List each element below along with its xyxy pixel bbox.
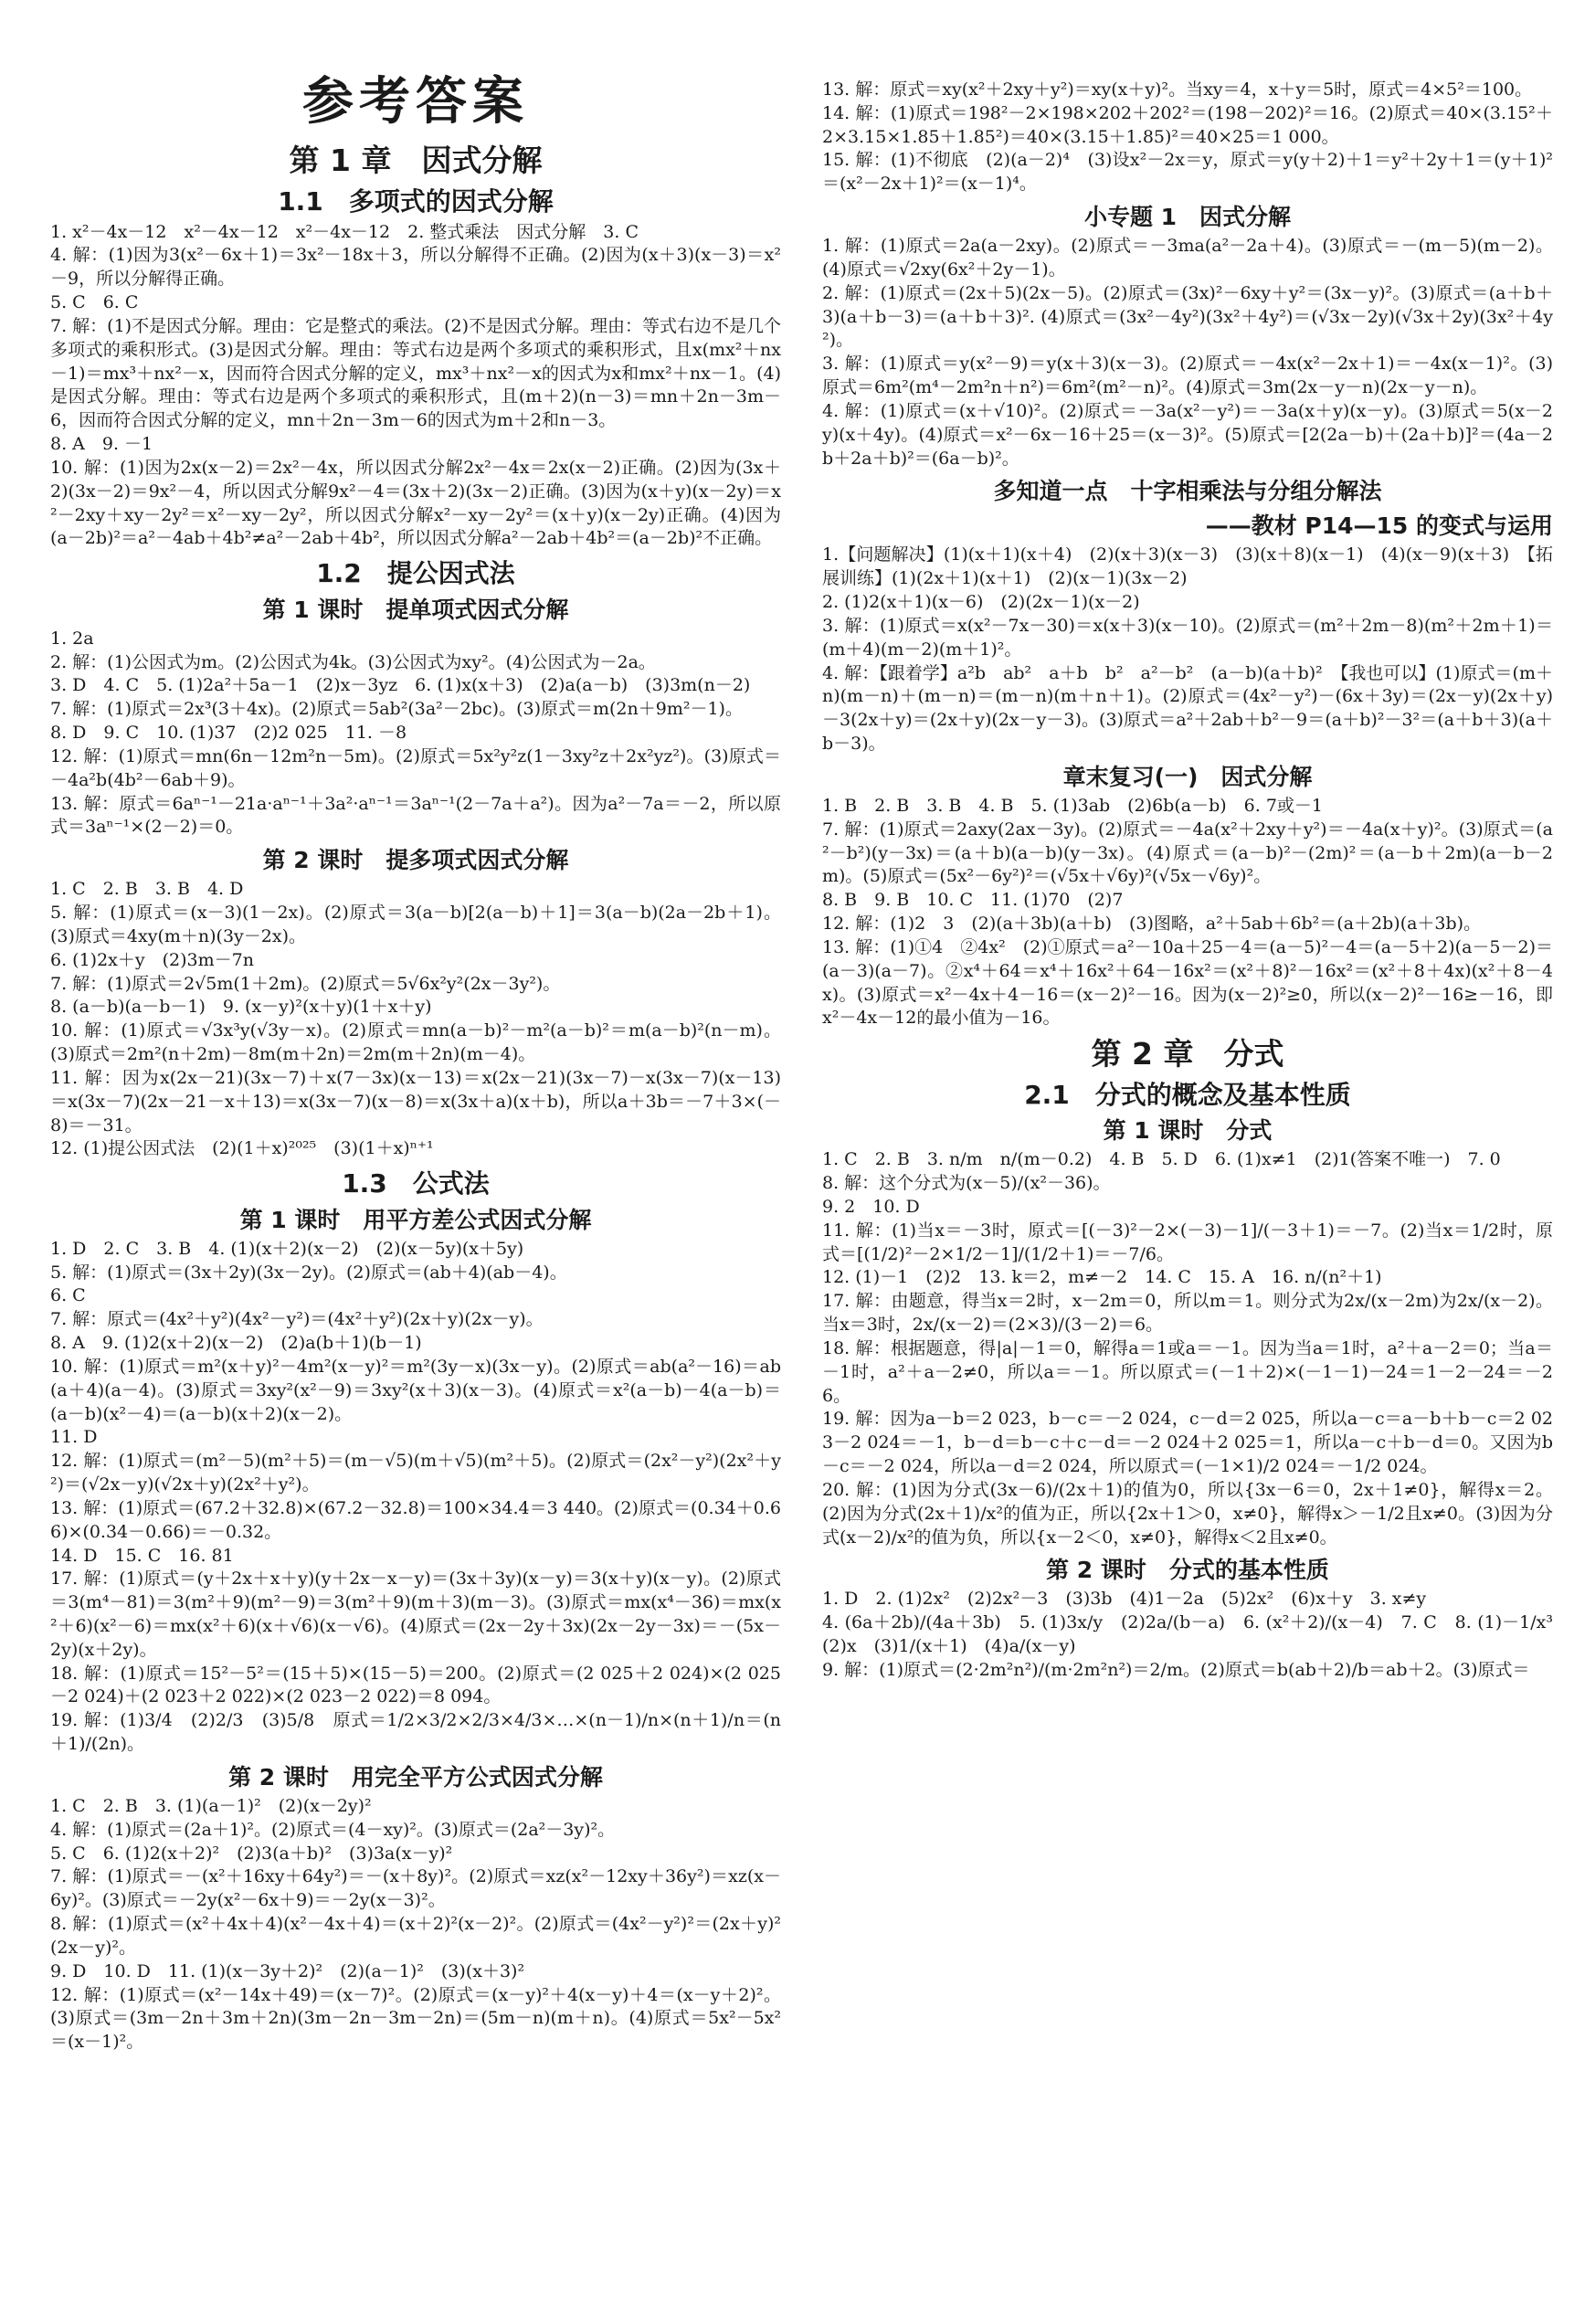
answer-item: 4. 解：(1)原式＝(x＋√10)²。(2)原式＝－3a(x²－y²)＝－3a(x＋y)(x－y)。(3)原式＝5(x－2y)(x＋4y)。(4)原式＝x²－6x－16＋25＝(x－3)²。(5)原式＝[2(2a－b)＋(2a＋b)]²＝(4a－2b＋2a＋b)²＝(6a－b)²。 [822, 400, 1553, 469]
answer-item: 8. 解：(1)原式＝(x²＋4x＋4)(x²－4x＋4)＝(x＋2)²(x－2)²。(2)原式＝(4x²－y²)²＝(2x＋y)²(2x－y)²。 [50, 1914, 781, 1958]
answer-item: 1. C 2. B 3. n/m n/(m－0.2) 4. B 5. D 6. (1)x≠1 (2)1(答案不唯一) 7. 0 [822, 1149, 1501, 1170]
answer-item: 12. 解：(1)原式＝(x²－14x＋49)＝(x－7)²。(2)原式＝(x－y)²＋4(x－y)＋4＝(x－y＋2)²。(3)原式＝(3m－2n＋3m＋2n)(3m－2n－3m－2n)＝(5m－n)(m＋n)。(4)原式＝5x²－5x²＝(x－1)²。 [50, 1984, 781, 2053]
chapter-heading: 第 2 章 分式 [1091, 1036, 1284, 1072]
answer-item: 5. 解：(1)原式＝(3x＋2y)(3x－2y)。(2)原式＝(ab＋4)(ab－4)。 [50, 1262, 567, 1283]
answer-item: 17. 解：由题意，得当x＝2时，x－2m＝0，所以m＝1。则分式为2x/(x－2m)为2x/(x－2)。当x＝3时，2x/(x－2)＝(2×3)/(3－2)＝6。 [822, 1291, 1553, 1336]
answer-item: 4. 解：【跟着学】a²b ab² a＋b b² a²－b² (a－b)(a＋b)² 【我也可以】(1)原式＝(m＋n)(m－n)＋(m－n)＝(m－n)(m＋n＋1)。(2)原式＝(4x²－y²)－(6x＋3y)＝(2x－y)(2x＋y)－3(2x＋y)＝(2x＋y)(2x－y－3)。(3)原式＝a²＋2ab＋b²－9＝(a＋b)²－3²＝(a＋b＋3)(a＋b－3)。 [822, 662, 1553, 755]
answer-item: 8. B 9. B 10. C 11. (1)70 (2)7 [822, 890, 1124, 911]
lesson-heading: 章末复习(一) 因式分解 [1062, 763, 1313, 790]
answer-item: 12. (1)－1 (2)2 13. k＝2，m≠－2 14. C 15. A 16. n/(n²＋1) [822, 1267, 1382, 1288]
answer-item: 1. 解：(1)原式＝2a(a－2xy)。(2)原式＝－3ma(a²－2a＋4)。(3)原式＝－(m－5)(m－2)。(4)原式＝√2xy(6x²＋2y－1)。 [822, 236, 1553, 280]
answer-item: 10. 解：(1)原式＝m²(x＋y)²－4m²(x－y)²＝m²(3y－x)(3x－y)。(2)原式＝ab(a²－16)＝ab(a＋4)(a－4)。(3)原式＝3xy²(x²－9)＝3xy²(x＋3)(x－3)。(4)原式＝x²(a－b)－4(a－b)＝(a－b)(x²－4)＝(a－b)(x＋2)(x－2)。 [50, 1356, 781, 1424]
answer-item: 13. 解：(1)①4 ②4x² (2)①原式＝a²－10a＋25－4＝(a－5)²－4＝(a－5＋2)(a－5－2)＝(a－3)(a－7)。②x⁴＋64＝x⁴＋16x²＋64－16x²＝(x²＋8)²－16x²＝(x²＋8＋4x)(x²＋8－4x)。(3)原式＝x²－4x＋4－16＝(x－2)²－16。因为(x－2)²≥0，所以(x－2)²－16≥－16，即x²－4x－12的最小值为－16。 [822, 936, 1553, 1029]
answer-item: 5. 解：(1)原式＝(x－3)(1－2x)。(2)原式＝3(a－b)[2(a－b)＋1]＝3(a－b)(2a－2b＋1)。(3)原式＝4xy(m＋n)(3y－2x)。 [50, 903, 781, 946]
answer-item: 15. 解：(1)不彻底 (2)(a－2)⁴ (3)设x²－2x＝y，原式＝y(y＋2)＋1＝y²＋2y＋1＝(y＋1)²＝(x²－2x＋1)²＝(x－1)⁴。 [822, 150, 1553, 195]
lesson-heading: 第 2 课时 分式的基本性质 [1046, 1557, 1329, 1584]
answer-item: 5. C 6. C [50, 292, 139, 313]
section-heading: 1.3 公式法 [342, 1168, 490, 1199]
answer-item: 1. B 2. B 3. B 4. B 5. (1)3ab (2)6b(a－b) 6. 7或－1 [822, 795, 1324, 816]
document-title: 参考答案 [302, 72, 529, 132]
answer-item: 9. 解：(1)原式＝(2·2m²n²)/(m·2m²n²)＝2/m。(2)原式＝b(ab＋2)/b＝ab＋2。(3)原式＝ [822, 1659, 1530, 1680]
lesson-heading: 第 2 课时 用完全平方公式因式分解 [228, 1763, 603, 1791]
answer-item: 14. D 15. C 16. 81 [50, 1545, 234, 1566]
answer-item: 10. 解：(1)原式＝√3x³y(√3y－x)。(2)原式＝mn(a－b)²－m²(a－b)²＝m(a－b)²(n－m)。(3)原式＝2m²(n＋2m)－8m(m＋2n)＝2m(m＋2n)(m－4)。 [50, 1020, 781, 1065]
answer-item: 1. C 2. B 3. (1)(a－1)² (2)(x－2y)² [50, 1795, 372, 1816]
answer-item: 11. 解：因为x(2x－21)(3x－7)＋x(7－3x)(x－13)＝x(2x－21)(3x－7)－x(3x－7)(x－13)＝x(3x－7)(2x－21－x＋13)＝x(3x－7)(x－8)＝x(3x＋a)(x＋b)，所以a＋3b＝－7＋3×(－8)＝－31。 [50, 1067, 781, 1136]
answer-item: 8. D 9. C 10. (1)37 (2)2 025 11. －8 [50, 723, 407, 744]
answer-item: 13. 解：(1)原式＝(67.2＋32.8)×(67.2－32.8)＝100×34.4＝3 440。(2)原式＝(0.34＋0.66)×(0.34－0.66)＝－0.32。 [50, 1497, 781, 1542]
chapter-heading: 第 1 章 因式分解 [289, 143, 543, 179]
answer-item: 7. 解：(1)原式＝2axy(2ax－3y)。(2)原式＝－4a(x²＋2xy＋y²)＝－4a(x＋y)²。(3)原式＝(a²－b²)(y－3x)＝(a＋b)(a－b)(y－3x)。(4)原式＝(a－b)²－(2m)²＝(a－b＋2m)(a－b－2m)。(5)原式＝(5x²－6y²)²＝(√5x＋√6y)²(√5x－√6y)²。 [822, 819, 1553, 887]
section-heading: 2.1 分式的概念及基本性质 [1024, 1079, 1351, 1110]
answer-item: 2. (1)2(x＋1)(x－6) (2)(2x－1)(x－2) [822, 592, 1140, 613]
lesson-heading: 第 2 课时 提多项式因式分解 [262, 847, 569, 874]
answer-item: 19. 解：(1)3/4 (2)2/3 (3)5/8 原式＝1/2×3/2×2/3×4/3×…×(n－1)/n×(n＋1)/n＝(n＋1)/(2n)。 [50, 1710, 781, 1755]
section-heading: 1.1 多项式的因式分解 [278, 185, 554, 217]
answer-item: 12. 解：(1)2 3 (2)(a＋3b)(a＋b) (3)图略，a²＋5ab＋6b²＝(a＋2b)(a＋3b)。 [822, 914, 1482, 935]
answer-item: 2. 解：(1)公因式为m。(2)公因式为4k。(3)公因式为xy²。(4)公因式为－2a。 [50, 651, 656, 672]
section-heading: 1.2 提公因式法 [316, 558, 515, 589]
answer-item: 9. D 10. D 11. (1)(x－3y＋2)² (2)(a－1)² (3)(x＋3)² [50, 1960, 525, 1981]
answer-item: 11. D [50, 1427, 98, 1448]
answer-item: 4. 解：(1)因为3(x²－6x＋1)＝3x²－18x＋3，所以分解得不正确。(2)因为(x＋3)(x－3)＝x²－9，所以分解得正确。 [50, 245, 781, 290]
answer-item: 5. C 6. (1)2(x＋2)² (2)3(a＋b)² (3)3a(x－y)² [50, 1843, 453, 1864]
right-column [822, 79, 1571, 1683]
answer-item: 6. C [50, 1285, 86, 1306]
answer-item: 18. 解：(1)原式＝15²－5²＝(15＋5)×(15－5)＝200。(2)原式＝(2 025＋2 024)×(2 025－2 024)＋(2 023＋2 022)×(2 023－2 022)＝8 094。 [50, 1663, 781, 1707]
answer-item: 14. 解：(1)原式＝198²－2×198×202＋202²＝(198－202)²＝16。(2)原式＝40×(3.15²＋2×3.15×1.85＋1.85²)＝40×(3.15＋1.85)²＝40×25＝1 000。 [822, 102, 1553, 147]
answer-item: 12. 解：(1)原式＝mn(6n－12m²n－5m)。(2)原式＝5x²y²z(1－3xy²z＋2x²yz²)。(3)原式＝－4a²b(4b²－6ab＋9)。 [50, 745, 781, 790]
answer-item: 3. 解：(1)原式＝x(x²－7x－30)＝x(x＋3)(x－10)。(2)原式＝(m²＋2m－8)(m²＋2m＋1)＝(m＋4)(m－2)(m＋1)²。 [822, 615, 1553, 660]
answer-item: 11. 解：(1)当x＝－3时，原式＝[(－3)²－2×(－3)－1]/(－3＋1)＝－7。(2)当x＝1/2时，原式＝[(1/2)²－2×1/2－1]/(1/2＋1)＝－7/6。 [822, 1220, 1553, 1264]
lesson-heading: 小专题 1 因式分解 [1083, 204, 1292, 231]
answer-item: 1. D 2. (1)2x² (2)2x²－3 (3)3b (4)1－2a (5)2x² (6)x＋y 3. x≠y [822, 1589, 1427, 1610]
answer-item: 12. (1)提公因式法 (2)(1＋x)²⁰²⁵ (3)(1＋x)ⁿ⁺¹ [50, 1138, 434, 1159]
left-column [50, 73, 781, 2055]
answer-item: 17. 解：(1)原式＝(y＋2x＋x＋y)(y＋2x－x－y)＝(3x＋3y)(x－y)＝3(x＋y)(x－y)。(2)原式＝3(m⁴－81)＝3(m²＋9)(m²－9)＝3(m²＋9)(m＋3)(m－3)。(3)原式＝mx(x⁴－36)＝mx(x²＋6)(x²－6)＝mx(x²＋6)(x＋√6)(x－√6)。(4)原式＝(2x－2y＋3x)(2x－2y－3x)＝－(5x－2y)(x＋2y)。 [50, 1569, 781, 1660]
answer-item: 7. 解：(1)原式＝－(x²＋16xy＋64y²)＝－(x＋8y)²。(2)原式＝xz(x²－12xy＋36y²)＝xz(x－6y)²。(3)原式＝－2y(x²－6x＋9)＝－2y(x－3)²。 [50, 1866, 781, 1911]
answer-item: 7. 解：(1)原式＝2x³(3＋4x)。(2)原式＝5ab²(3a²－2bc)。(3)原式＝m(2n＋9m²－1)。 [50, 699, 743, 720]
answer-item: 7. 解：原式＝(4x²＋y²)(4x²－y²)＝(4x²＋y²)(2x＋y)(2x－y)。 [50, 1309, 544, 1330]
answer-item: 18. 解：根据题意，得|a|－1＝0，解得a＝1或a＝－1。因为当a＝1时，a²＋a－2＝0；当a＝－1时，a²＋a－2≠0，所以a＝－1。所以原式＝(－1＋2)×(－1－1)－24＝1－2－24＝－26。 [822, 1337, 1553, 1406]
answer-item: 9. 2 10. D [822, 1197, 920, 1217]
lesson-subheading: ——教材 P14—15 的变式与运用 [1205, 512, 1553, 540]
answer-item: 1. D 2. C 3. B 4. (1)(x＋2)(x－2) (2)(x－5y)(x＋5y) [50, 1238, 524, 1259]
answer-item: 1.【问题解决】(1)(x＋1)(x＋4) (2)(x＋3)(x－3) (3)(x＋8)(x－1) (4)(x－9)(x＋3) 【拓展训练】(1)(2x＋1)(x＋1) (2)(x－1)(3x－2) [822, 544, 1553, 589]
answer-item: 1. C 2. B 3. B 4. D [50, 879, 244, 900]
answer-item: 8. (a－b)(a－b－1) 9. (x－y)²(x＋y)(1＋x＋y) [50, 997, 432, 1018]
lesson-heading: 第 1 课时 提单项式因式分解 [262, 596, 569, 623]
answer-item: 7. 解：(1)原式＝2√5m(1＋2m)。(2)原式＝5√6x²y²(2x－3y²)。 [50, 973, 561, 994]
answer-item: 8. A 9. (1)2(x＋2)(x－2) (2)a(b＋1)(b－1) [50, 1333, 422, 1354]
answer-item: 20. 解：(1)因为分式(3x－6)/(2x＋1)的值为0，所以{3x－6＝0，2x＋1≠0}，解得x＝2。(2)因为分式(2x＋1)/x²的值为正，所以{2x＋1＞0，x≠0}，解得x＞－1/2且x≠0。(3)因为分式(x－2)/x²的值为负，所以{x－2＜0，x≠0}，解得x＜2且x≠0。 [822, 1479, 1553, 1548]
answer-item: 13. 解：原式＝xy(x²＋2xy＋y²)＝xy(x＋y)²。当xy＝4，x＋y＝5时，原式＝4×5²＝100。 [822, 79, 1533, 100]
answer-item: 10. 解：(1)因为2x(x－2)＝2x²－4x，所以因式分解2x²－4x＝2x(x－2)正确。(2)因为(3x＋2)(3x－2)＝9x²－4，所以因式分解9x²－4＝(3x＋2)(3x－2)正确。(3)因为(x＋y)(x－2y)＝x²－2xy＋xy－2y²＝x²－xy－2y²，所以因式分解x²－xy－2y²＝(x＋y)(x－2y)正确。(4)因为(a－2b)²＝a²－4ab＋4b²≠a²－2ab＋4b²，所以因式分解a²－2ab＋4b²＝(a－2b)²不正确。 [50, 457, 781, 549]
answer-item: 13. 解：原式＝6aⁿ⁻¹－21a·aⁿ⁻¹＋3a²·aⁿ⁻¹＝3aⁿ⁻¹(2－7a＋a²)。因为a²－7a＝－2，所以原式＝3aⁿ⁻¹×(2－2)＝0。 [50, 793, 781, 838]
lesson-heading: 第 1 课时 分式 [1103, 1117, 1273, 1145]
answer-item: 7. 解：(1)不是因式分解。理由：它是整式的乘法。(2)不是因式分解。理由：等式右边不是几个多项式的乘积形式。(3)是因式分解。理由：等式右边是两个多项式的乘积形式，且x(mx²＋nx－1)＝mx³＋nx²－x，因而符合因式分解的定义，mx³＋nx²－x的因式为x和mx²＋nx－1。(4)是因式分解。理由：等式右边是两个多项式的乘积形式，且(m＋2)(n－3)＝mn＋2n－3m－6，因而符合因式分解的定义，mn＋2n－3m－6的因式为m＋2和n－3。 [50, 315, 781, 431]
answer-item: 4. 解：(1)原式＝(2a＋1)²。(2)原式＝(4－xy)²。(3)原式＝(2a²－3y)²。 [50, 1819, 616, 1840]
answer-item: 2. 解：(1)原式＝(2x＋5)(2x－5)。(2)原式＝(3x)²－6xy＋y²＝(3x－y)²。(3)原式＝(a＋b＋3)(a＋b－3)＝(a＋b＋3)². (4)原式＝(3x²－4y²)(3x²＋4y²)＝(√3x－2y)(√3x＋2y)(3x²＋4y²)。 [822, 282, 1553, 351]
answer-item: 1. 2a [50, 628, 94, 649]
answer-item: 3. 解：(1)原式＝y(x²－9)＝y(x＋3)(x－3)。(2)原式＝－4x(x²－2x＋1)＝－4x(x－1)²。(3)原式＝6m²(m⁴－2m²n＋n²)＝6m²(m²－n)²。(4)原式＝3m(2x－y－n)(2x－y－n)。 [822, 354, 1553, 398]
answer-item: 8. A 9. －1 [50, 434, 153, 455]
answer-item: 4. (6a＋2b)/(4a＋3b) 5. (1)3x/y (2)2a/(b－a) 6. (x²＋2)/(x－4) 7. C 8. (1)－1/x³ (2)x (3)1/(x＋1) (4)a/(x－y) [822, 1612, 1571, 1657]
answer-item: 6. (1)2x＋y (2)3m－7n [50, 949, 254, 970]
answer-item: 12. 解：(1)原式＝(m²－5)(m²＋5)＝(m－√5)(m＋√5)(m²＋5)。(2)原式＝(2x²－y²)(2x²＋y²)＝(√2x－y)(√2x＋y)(2x²＋y²)。 [50, 1451, 781, 1495]
answer-item: 3. D 4. C 5. (1)2a²＋5a－1 (2)x－3yz 6. (1)x(x＋3) (2)a(a－b) (3)3m(n－2) [50, 675, 751, 696]
answer-item: 19. 解：因为a－b＝2 023，b－c＝－2 024，c－d＝2 025，所以a－c＝a－b＋b－c＝2 023－2 024＝－1，b－d＝b－c＋c－d＝－2 024＋2 025＝1，所以a－c＋b－d＝0。又因为b－c＝－2 024，所以a－d＝2 024，所以原式＝(－1×1)/2 024＝－1/2 024。 [822, 1409, 1553, 1477]
answer-item: 1. x²－4x－12 x²－4x－12 x²－4x－12 2. 整式乘法 因式分解 3. C [50, 221, 639, 242]
lesson-heading: 多知道一点 十字相乘法与分组分解法 [993, 478, 1382, 505]
answer-item: 8. 解：这个分式为(x－5)/(x²－36)。 [822, 1173, 1111, 1194]
lesson-heading: 第 1 课时 用平方差公式因式分解 [239, 1206, 592, 1233]
